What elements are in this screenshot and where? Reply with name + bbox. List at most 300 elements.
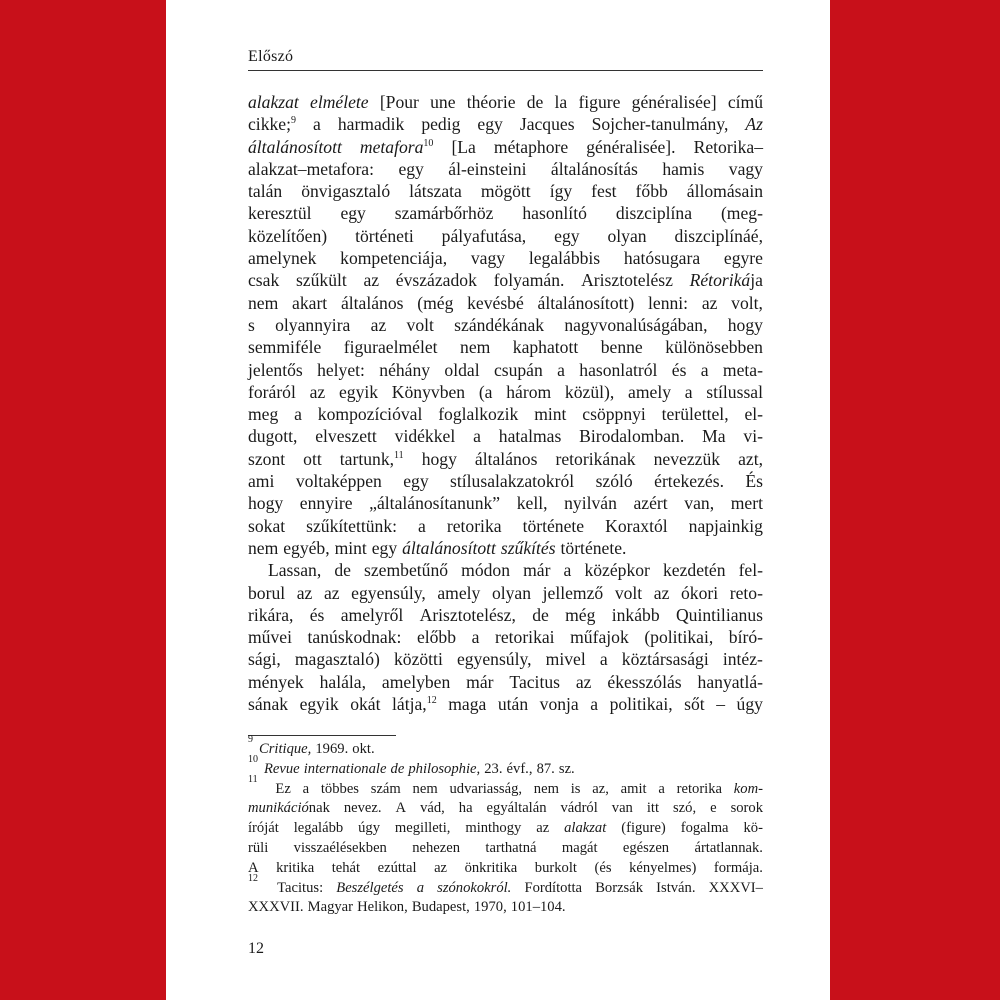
word: És — [745, 471, 763, 492]
word: egyéb, — [283, 537, 330, 558]
word: a — [471, 627, 480, 648]
footnote-number: 12 — [248, 872, 258, 884]
word: állomásain — [686, 181, 763, 202]
word: kényelmes) — [629, 859, 697, 876]
footnote-line — [248, 819, 763, 839]
body-line — [248, 470, 763, 492]
word: talán — [248, 181, 283, 202]
word: ami — [248, 471, 275, 492]
word: néhány — [379, 359, 431, 380]
footnote-line — [248, 734, 763, 760]
body-text — [248, 91, 763, 715]
body-line — [248, 180, 763, 202]
word: általános — [340, 292, 404, 313]
word: de — [390, 760, 405, 777]
word: általánosított — [402, 537, 496, 558]
word: itt — [646, 800, 660, 817]
word: amely — [437, 582, 481, 603]
word: de — [334, 560, 351, 581]
word: az — [701, 292, 718, 313]
word: Rétorikája — [689, 270, 763, 291]
word: (még — [417, 292, 454, 313]
word: intéz- — [722, 649, 763, 670]
word: stílusalakzatokról — [450, 471, 575, 492]
word: önvigasztaló — [301, 181, 391, 202]
word: Lassan, — [268, 560, 322, 581]
word: internationale — [303, 760, 387, 777]
word: egyensúly, — [456, 649, 532, 670]
word: napjainkig — [688, 515, 763, 536]
body-line — [248, 515, 763, 537]
word: Az — [745, 114, 763, 135]
word: csöppnyi — [582, 404, 646, 425]
word: magasztaló) — [294, 649, 380, 670]
word: pedig — [421, 114, 461, 135]
word: Budapest, — [411, 899, 470, 916]
word: une — [430, 92, 456, 112]
word: Koraxtól — [605, 515, 668, 536]
body-line — [248, 537, 763, 559]
word: s — [248, 314, 255, 335]
word: egyre — [723, 248, 763, 269]
word: magát — [561, 839, 598, 856]
footnote-ref: 12 — [426, 695, 437, 707]
word: Quintilianus — [675, 604, 763, 625]
word: István. — [656, 879, 696, 896]
word: akart — [292, 292, 328, 313]
word: fel- — [738, 560, 763, 581]
word: vádról — [560, 800, 598, 817]
word: retorika — [676, 780, 723, 797]
word: közelítően) — [248, 225, 328, 246]
word: kaphatott — [512, 337, 579, 358]
body-line — [248, 559, 763, 581]
word: ezúttal — [377, 859, 417, 876]
word: egy — [340, 203, 366, 224]
word: közül), — [564, 381, 615, 402]
word: nem — [248, 292, 279, 313]
word: Helikon, — [357, 899, 408, 916]
word: története — [522, 515, 585, 536]
word: alakzat — [248, 92, 299, 112]
word: nevezzük — [653, 448, 721, 469]
word: reto- — [729, 582, 763, 603]
word: a — [418, 515, 426, 536]
body-line — [248, 113, 763, 135]
word: visszaélésekben — [293, 839, 387, 856]
word: alakzat — [564, 820, 607, 837]
footnote-number: 9 — [248, 734, 253, 745]
word: philosophie, — [408, 760, 481, 777]
footnote-number: 10 — [248, 753, 258, 765]
word: sorok — [730, 800, 763, 817]
word: ennyire — [299, 493, 353, 514]
word: úgy — [736, 694, 763, 715]
word: szónokokról. — [437, 879, 512, 896]
word: ártatlannak. — [694, 839, 763, 856]
footnote-ref: 11 — [394, 449, 404, 461]
body-line — [248, 292, 763, 314]
word: de — [526, 92, 544, 112]
word: retorikai — [494, 627, 555, 648]
word: az — [309, 381, 326, 402]
word: így — [549, 181, 573, 202]
word: diszciplína — [615, 203, 693, 224]
word: azért — [633, 493, 668, 514]
word: és — [309, 604, 325, 625]
word: Revue — [264, 760, 300, 777]
word: maga — [448, 694, 487, 715]
word: hogy — [727, 314, 763, 335]
word: Arisztotelész — [581, 270, 673, 291]
running-header: Előszó — [248, 48, 763, 71]
word: minthogy — [465, 820, 522, 837]
word: oldal — [444, 359, 480, 380]
word: formája. — [713, 859, 763, 876]
word: Arisztotelész, — [419, 604, 516, 625]
word: diszciplínáé, — [674, 225, 763, 246]
word: retorika — [446, 515, 502, 536]
word: généralisée]. — [586, 136, 676, 157]
word: nem — [412, 780, 438, 797]
word: Retorika– — [693, 136, 763, 157]
word: egyensúly, — [351, 582, 426, 603]
word: figure — [578, 92, 621, 112]
word: lenni: — [648, 292, 689, 313]
word: van, — [684, 493, 715, 514]
body-line — [248, 91, 763, 113]
word: egy — [371, 537, 398, 558]
body-line — [248, 492, 763, 514]
word: kevésbé — [467, 292, 524, 313]
word: 1970, — [473, 899, 507, 916]
word: amelyről — [340, 604, 404, 625]
word: Borzsák — [595, 879, 644, 896]
word: van — [611, 800, 633, 817]
word: a — [313, 114, 321, 135]
word: az — [296, 582, 313, 603]
word: métaphore — [493, 136, 569, 157]
word: története. — [560, 537, 627, 558]
word: burkolt — [534, 859, 577, 876]
body-line — [248, 136, 763, 158]
word: „általánosítanunk” — [369, 493, 501, 514]
word: hasonlatról — [579, 359, 658, 380]
word: 23. — [484, 760, 503, 777]
body-line — [248, 336, 763, 358]
word: egy — [554, 225, 580, 246]
word: vád, — [420, 800, 445, 817]
footnote-line — [248, 753, 763, 780]
word: hatósugara — [623, 248, 701, 269]
word: megilleti, — [394, 820, 451, 837]
word: hamis — [662, 158, 705, 179]
word: kezdetén — [662, 560, 726, 581]
word: már — [466, 671, 494, 692]
word: műfajok — [570, 627, 629, 648]
word: metafora$^{10}$ — [359, 136, 434, 157]
word: 1969. — [315, 741, 349, 757]
word: a — [302, 780, 310, 797]
word: figuraelmélet — [343, 337, 438, 358]
word: legalábbis — [528, 248, 601, 269]
word: alakzat–metafora: — [248, 158, 375, 179]
word: Ez — [275, 780, 291, 797]
word: foráról — [248, 381, 296, 402]
body-line — [248, 425, 763, 447]
word: az — [653, 582, 670, 603]
word: XXXVII. — [248, 899, 304, 916]
word: semmiféle — [248, 337, 322, 358]
word: egyáltalán — [486, 800, 547, 817]
word: egyik — [299, 694, 339, 715]
word: általánosított) — [537, 292, 635, 313]
word: (és — [594, 859, 612, 876]
word: harmadik — [337, 114, 405, 135]
word: pályafutása, — [441, 225, 527, 246]
word: az — [370, 314, 387, 335]
body-line — [248, 626, 763, 648]
word: nem — [248, 537, 279, 558]
word: la — [554, 92, 568, 112]
footnote-line — [248, 898, 763, 918]
word: ha — [458, 800, 473, 817]
word: folyamán. — [493, 270, 565, 291]
word: mények — [248, 671, 304, 692]
word: mert — [730, 493, 763, 514]
word: munikációnak — [248, 800, 330, 817]
word: a — [658, 780, 665, 797]
word: területtel, — [661, 404, 729, 425]
word: a — [590, 694, 599, 715]
word: rüli — [248, 839, 269, 856]
word: amelyben — [381, 671, 451, 692]
word: hatalmas — [498, 426, 562, 447]
footnote-line — [248, 872, 763, 899]
word: bíró- — [728, 627, 763, 648]
body-line — [248, 225, 763, 247]
word: önkritika — [464, 859, 518, 876]
word: előbb — [416, 627, 457, 648]
word: a — [563, 560, 572, 581]
word: nyilván — [564, 493, 617, 514]
word: ékesszólás — [607, 671, 682, 692]
word: (figure) — [621, 820, 666, 837]
word: olyan — [491, 582, 532, 603]
word: kell, — [516, 493, 548, 514]
word: el- — [744, 404, 763, 425]
word: helyet: — [317, 359, 365, 380]
word: vagy — [470, 248, 506, 269]
word: a — [294, 404, 302, 425]
word: nehezen — [412, 839, 461, 856]
word: (meg- — [720, 203, 763, 224]
body-line — [248, 202, 763, 224]
word: művei — [248, 627, 292, 648]
footnote-ref: 10 — [423, 137, 434, 149]
word: is — [570, 780, 581, 797]
word: sőt — [684, 694, 705, 715]
word: különösebben — [665, 337, 763, 358]
word: évf., — [506, 760, 533, 777]
word: köztársasági — [621, 649, 709, 670]
footnote-line — [248, 799, 763, 819]
word: meta- — [722, 359, 763, 380]
word: mivel — [545, 649, 586, 670]
body-line — [248, 247, 763, 269]
word: jelentős — [248, 359, 303, 380]
word: borul — [248, 582, 286, 603]
word: az — [536, 820, 550, 837]
word: a — [599, 649, 608, 670]
word: vidékkel — [394, 426, 456, 447]
word: szám — [370, 780, 401, 797]
word: dugott, — [248, 426, 298, 447]
word: Beszélgetés — [336, 879, 404, 896]
word: a — [684, 381, 693, 402]
word: A — [248, 859, 259, 876]
word: amit — [620, 780, 647, 797]
word: mögött — [480, 181, 531, 202]
word: még — [565, 604, 596, 625]
body-line — [248, 158, 763, 180]
word: és — [671, 359, 687, 380]
word: többes — [320, 780, 359, 797]
word: vagy — [728, 158, 763, 179]
word: Birodalomban. — [579, 426, 685, 447]
word: fogalma — [680, 820, 729, 837]
word: nagyvonalúságában, — [564, 314, 708, 335]
word: benne — [600, 337, 643, 358]
word: jellemző — [542, 582, 604, 603]
word: szamárbőrhöz — [394, 203, 494, 224]
word: udvariasság, — [449, 780, 523, 797]
word: foglalkozik — [438, 404, 519, 425]
word: généralisée] — [631, 92, 717, 112]
word: az — [323, 582, 340, 603]
word: [Pour — [379, 92, 419, 112]
word: az — [363, 270, 380, 291]
word: című — [727, 92, 763, 112]
word: szó, — [673, 800, 697, 817]
word: kö- — [743, 820, 763, 837]
word: kompozícióval — [317, 404, 423, 425]
word: módon — [461, 560, 511, 581]
body-line — [248, 448, 763, 470]
word: szűkítés — [500, 537, 556, 558]
word: sának — [248, 694, 289, 715]
body-line — [248, 693, 763, 715]
footnote-divider — [248, 735, 396, 736]
word: kom- — [733, 780, 763, 797]
word: tanúskodnak: — [307, 627, 402, 648]
word: középkor — [584, 560, 650, 581]
word: ott — [303, 448, 322, 469]
word: szembetűnő — [364, 560, 449, 581]
word: nem — [460, 337, 491, 358]
word: a — [700, 359, 709, 380]
word: rikára, — [248, 604, 294, 625]
body-line — [248, 269, 763, 291]
word: volt — [406, 314, 434, 335]
word: egy — [477, 114, 503, 135]
word: XXXVI– — [708, 879, 763, 896]
word: kritika — [276, 859, 315, 876]
word: (a — [478, 381, 493, 402]
word: főbb — [635, 181, 668, 202]
word: elmélete — [310, 92, 369, 112]
body-line — [248, 381, 763, 403]
word: szándékának — [454, 314, 545, 335]
word: általános — [474, 448, 538, 469]
word: tartunk,$^{11}$ — [339, 448, 404, 469]
word: azt, — [738, 448, 763, 469]
word: íróját — [248, 820, 279, 837]
word: egészen — [622, 839, 670, 856]
word: retorikának — [555, 448, 636, 469]
word: az — [434, 859, 448, 876]
body-line — [248, 403, 763, 425]
word: szóló — [595, 471, 633, 492]
word: olyannyira — [275, 314, 351, 335]
word: évszázadok — [395, 270, 477, 291]
word: látja,$^{12}$ — [392, 694, 437, 715]
word: e — [710, 800, 717, 817]
word: halála, — [319, 671, 366, 692]
word: általánosítás — [550, 158, 638, 179]
word: sz. — [558, 760, 575, 777]
footnotes — [248, 734, 763, 918]
word: történeti — [355, 225, 414, 246]
word: meg — [248, 404, 279, 425]
word: Könyvben — [391, 381, 466, 402]
word: az — [575, 671, 592, 692]
word: kompetenciája, — [340, 248, 448, 269]
word: a — [557, 359, 565, 380]
word: de — [532, 604, 549, 625]
word: cikke;$^9$ — [248, 114, 296, 135]
word: általánosított — [248, 136, 342, 157]
word: nem — [533, 780, 559, 797]
word: elveszett — [315, 426, 377, 447]
word: vonja — [539, 694, 579, 715]
word: a — [473, 426, 481, 447]
book-page — [166, 0, 830, 1000]
word: 101–104. — [510, 899, 566, 916]
word: három — [506, 381, 552, 402]
body-line — [248, 671, 763, 693]
word: inkább — [611, 604, 660, 625]
footnote-line — [248, 839, 763, 859]
footnote-number: 11 — [248, 773, 258, 785]
body-line — [248, 582, 763, 604]
word: stílussal — [706, 381, 763, 402]
word: sági, — [248, 649, 281, 670]
word: mint — [534, 404, 567, 425]
word: hanyatlá- — [697, 671, 763, 692]
word: ókori — [681, 582, 719, 603]
word: hasonlító — [522, 203, 587, 224]
word: voltaképpen — [295, 471, 382, 492]
word: (politikai, — [644, 627, 714, 648]
word: szűkült — [295, 270, 347, 291]
word: szont — [248, 448, 286, 469]
word: csupán — [493, 359, 543, 380]
word: Sojcher-tanulmány, — [591, 114, 729, 135]
word: már — [523, 560, 551, 581]
word: 87. — [536, 760, 555, 777]
footnote-line — [248, 859, 763, 879]
